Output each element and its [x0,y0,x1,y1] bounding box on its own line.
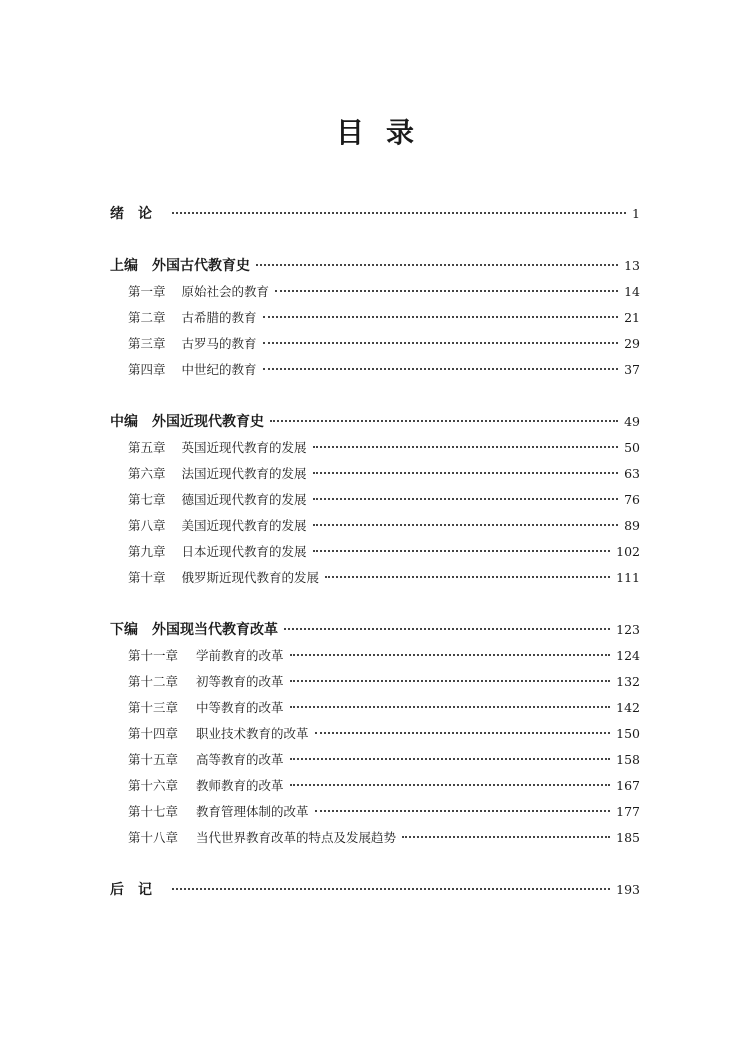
leader-dots [290,654,611,656]
toc-chapter-label: 第七章 [128,492,166,507]
toc-entry-chapter-1[interactable] [128,282,640,302]
toc-chapter-label: 第十二章 [128,674,179,689]
toc-chapter-title: 古罗马的教育 [181,336,257,351]
toc-entry-chapter-11[interactable] [128,646,640,666]
leader-dots [263,316,619,318]
toc-chapter-title: 日本近现代教育的发展 [181,544,307,559]
toc-entry-chapter-4[interactable] [128,360,640,380]
toc-entry-chapter-14[interactable] [128,724,640,744]
toc-page-number: 193 [616,882,640,897]
leader-dots [313,472,619,474]
toc-entry-chapter-15[interactable] [128,750,640,770]
toc-chapter-label: 第十六章 [128,778,179,793]
toc-chapter-label: 第十四章 [128,726,179,741]
toc-entry-part-3[interactable] [110,620,640,640]
toc-chapter-title: 法国近现代教育的发展 [181,466,307,481]
leader-dots [284,628,610,630]
toc-label: 绪 论 [110,206,152,222]
leader-dots [313,550,611,552]
toc-chapter-title: 职业技术教育的改革 [196,726,309,741]
leader-dots [325,576,610,578]
toc-chapter-title: 俄罗斯近现代教育的发展 [181,570,320,585]
toc-chapter-label: 第三章 [128,336,166,351]
toc-chapter-title: 中等教育的改革 [196,700,284,715]
toc-page-number: 50 [624,440,640,455]
toc-chapter-title: 美国近现代教育的发展 [181,518,307,533]
toc-page-number: 13 [624,258,640,273]
leader-dots [315,732,611,734]
toc-chapter-label: 第十章 [128,570,166,585]
leader-dots [263,342,619,344]
leader-dots [313,524,619,526]
toc-page-number: 167 [616,778,640,793]
toc-entry-chapter-2[interactable] [128,308,640,328]
toc-chapter-title: 英国近现代教育的发展 [181,440,307,455]
toc-chapter-title: 中世纪的教育 [181,362,257,377]
toc-page-number: 124 [616,648,640,663]
toc-entry-chapter-13[interactable] [128,698,640,718]
toc-part-label: 下编 [110,622,138,638]
toc-entry-chapter-17[interactable] [128,802,640,822]
toc-chapter-title: 古希腊的教育 [181,310,257,325]
toc-page-number: 29 [624,336,640,351]
toc-label: 后 记 [110,882,152,898]
leader-dots [313,446,619,448]
toc-page-number: 185 [616,830,640,845]
leader-dots [290,784,611,786]
toc-chapter-label: 第十一章 [128,648,179,663]
toc-chapter-label: 第四章 [128,362,166,377]
toc-entry-chapter-9[interactable] [128,542,640,562]
toc-entry-chapter-10[interactable] [128,568,640,588]
leader-dots [275,290,618,292]
toc-chapter-label: 第十八章 [128,830,179,845]
toc-part-label: 中编 [110,414,138,430]
toc-entry-chapter-8[interactable] [128,516,640,536]
leader-dots [290,706,611,708]
toc-part-label: 上编 [110,258,138,274]
toc-page-number: 132 [616,674,640,689]
toc-page-number: 177 [616,804,640,819]
toc-page-number: 111 [616,570,640,585]
toc-page-number: 1 [632,206,640,221]
toc-entry-part-1[interactable] [110,256,640,276]
toc-page-number: 14 [624,284,640,299]
leader-dots [290,680,611,682]
toc-chapter-title: 当代世界教育改革的特点及发展趋势 [196,830,397,845]
toc-entry-chapter-18[interactable] [128,828,640,848]
leader-dots [263,368,619,370]
toc-chapter-label: 第一章 [128,284,166,299]
leader-dots [290,758,611,760]
toc-chapter-title: 初等教育的改革 [196,674,284,689]
toc-page-number: 158 [616,752,640,767]
toc-chapter-label: 第十五章 [128,752,179,767]
toc-entry-chapter-16[interactable] [128,776,640,796]
toc-entry-afterword[interactable] [110,880,640,900]
toc-chapter-title: 高等教育的改革 [196,752,284,767]
toc-entry-chapter-3[interactable] [128,334,640,354]
toc-part-title: 外国近现代教育史 [152,414,264,430]
toc-page-number: 102 [616,544,640,559]
toc-page-number: 49 [624,414,640,429]
toc-page-number: 142 [616,700,640,715]
toc-page-number: 123 [616,622,640,637]
toc-chapter-label: 第二章 [128,310,166,325]
toc-chapter-title: 德国近现代教育的发展 [181,492,307,507]
toc-page-number: 63 [624,466,640,481]
toc-chapter-title: 学前教育的改革 [196,648,284,663]
toc-entry-chapter-5[interactable] [128,438,640,458]
leader-dots [315,810,611,812]
toc-page-number: 37 [624,362,640,377]
toc-part-title: 外国现当代教育改革 [152,622,278,638]
toc-chapter-label: 第八章 [128,518,166,533]
toc-page-number: 21 [624,310,640,325]
leader-dots [256,264,618,266]
toc-chapter-label: 第十三章 [128,700,179,715]
leader-dots [313,498,619,500]
toc-part-title: 外国古代教育史 [152,258,250,274]
toc-chapter-label: 第六章 [128,466,166,481]
page-title-char-1: 目 [335,116,364,149]
toc-chapter-title: 教师教育的改革 [196,778,284,793]
toc-entry-part-2[interactable] [110,412,640,432]
page-title-char-2: 录 [386,116,415,149]
toc-chapter-label: 第九章 [128,544,166,559]
toc-entry-preface[interactable] [110,204,640,224]
toc-page-number: 76 [624,492,640,507]
leader-dots [172,888,610,890]
leader-dots [270,420,618,422]
toc-chapter-label: 第十七章 [128,804,179,819]
toc-chapter-title: 教育管理体制的改革 [196,804,309,819]
page-title [0,115,750,151]
leader-dots [402,836,610,838]
toc-chapter-title: 原始社会的教育 [181,284,270,299]
toc-entry-chapter-6[interactable] [128,464,640,484]
toc-entry-chapter-7[interactable] [128,490,640,510]
toc-chapter-label: 第五章 [128,440,166,455]
leader-dots [172,212,626,214]
toc-page-number: 89 [624,518,640,533]
toc-page-number: 150 [616,726,640,741]
toc-entry-chapter-12[interactable] [128,672,640,692]
